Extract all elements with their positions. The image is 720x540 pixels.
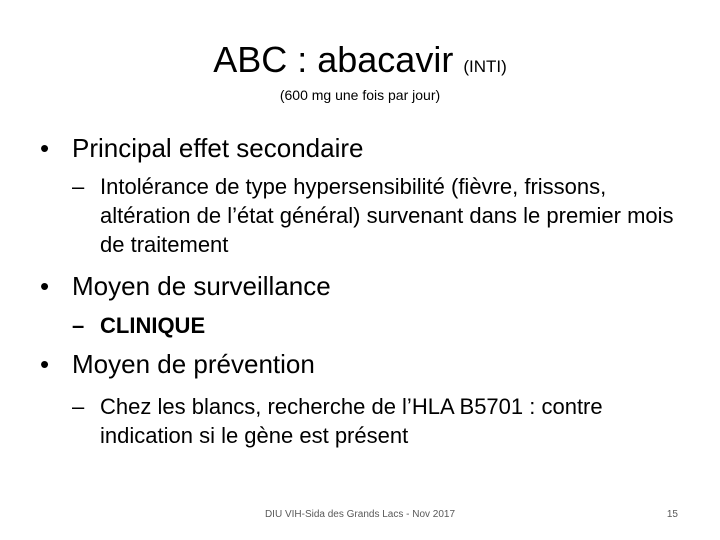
title-main: ABC : abacavir [213, 39, 454, 80]
sub-bullet-text: CLINIQUE [100, 313, 206, 338]
bullet-moyen-prevention [40, 348, 680, 380]
title-suffix: (INTI) [463, 57, 507, 76]
sub-bullet-clinique [72, 311, 692, 340]
sub-bullet-intolerance [72, 172, 692, 259]
bullet-icon: • [40, 271, 50, 301]
sub-bullet-text: Chez les blancs, recherche de l’HLA B5701 : contre indication si le gène est présent [100, 394, 603, 448]
sub-bullet-hla [72, 392, 692, 450]
dash-icon: – [72, 394, 85, 419]
bullet-icon: • [40, 133, 50, 163]
dash-icon: – [72, 174, 85, 199]
slide-footer: DIU VIH-Sida des Grands Lacs - Nov 2017 [264, 509, 456, 520]
sub-bullet-text: Intolérance de type hypersensibilité (fièvre, frissons, altération de l’état général) survenant dans le premier mois de traitement [100, 174, 674, 257]
page-number: 15 [666, 509, 678, 520]
bullet-label: Principal effet secondaire [72, 133, 364, 163]
bullet-label: Moyen de surveillance [72, 271, 331, 301]
bullet-principal-effet [40, 132, 680, 164]
bullet-moyen-surveillance [40, 270, 680, 302]
bullet-icon: • [40, 349, 50, 379]
slide-subtitle: (600 mg une fois par jour) [279, 87, 441, 103]
slide-title [0, 38, 720, 89]
dash-icon: – [72, 313, 85, 338]
bullet-label: Moyen de prévention [72, 349, 315, 379]
